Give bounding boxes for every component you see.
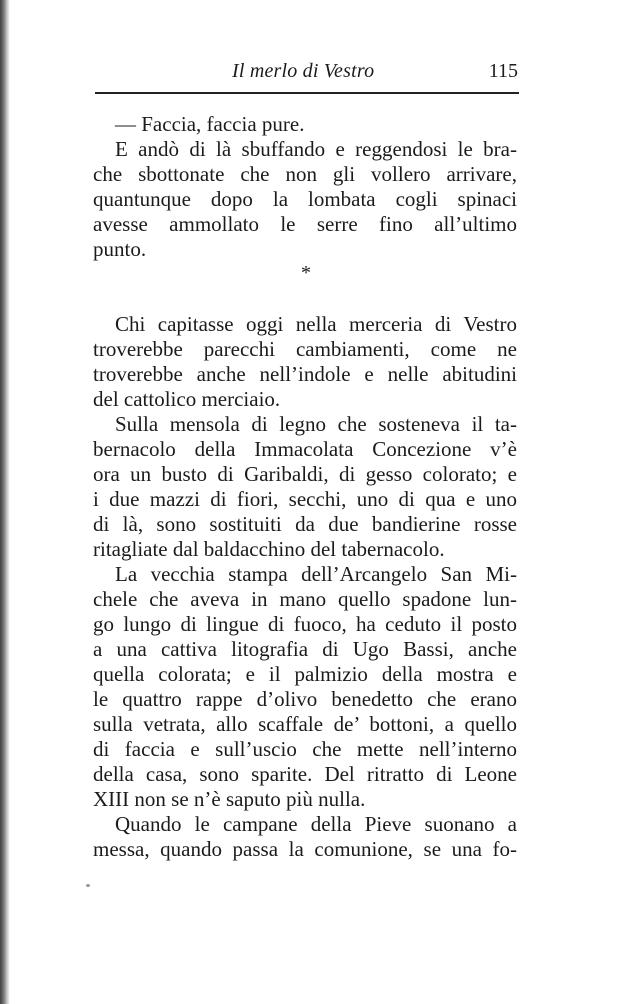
text-line: Sulla mensola di legno che sosteneva il ta- [115, 412, 517, 436]
text-line: — Faccia, faccia pure. [115, 112, 305, 136]
page-number: 115 [488, 60, 518, 82]
ink-speck [86, 884, 90, 887]
text-line: messa, quando passa la comunione, se una fo- [93, 837, 517, 861]
text-line: a una cattiva litografia di Ugo Bassi, anche [93, 637, 517, 661]
text-line: che sbottonate che non gli vollero arrivare, [93, 162, 517, 186]
text-line: Quando le campane della Pieve suonano a [115, 812, 517, 836]
text-line: E andò di là sbuffando e reggendosi le bra- [115, 137, 517, 161]
text-line: chele che aveva in mano quello spadone lun- [93, 587, 517, 611]
text-line: del cattolico merciaio. [93, 387, 281, 411]
text-line: XIII non se n’è saputo più nulla. [93, 787, 366, 811]
running-title: Il merlo di Vestro [232, 60, 375, 82]
text-line: della casa, sono sparite. Del ritratto di Leone [93, 762, 517, 786]
text-line: Chi capitasse oggi nella merceria di Vestro [115, 312, 517, 336]
text-line: di faccia e sull’uscio che mette nell’interno [93, 737, 517, 761]
text-line: troverebbe parecchi cambiamenti, come ne [93, 337, 517, 361]
text-line: ora un busto di Garibaldi, di gesso colorato; e [93, 462, 517, 486]
text-line: ritagliate dal baldacchino del tabernacolo. [93, 537, 445, 561]
text-line: go lungo di lingue di fuoco, ha ceduto il posto [93, 612, 517, 636]
section-separator: * [301, 262, 311, 284]
text-line: quella colorata; e il palmizio della mostra e [93, 662, 517, 686]
text-line: troverebbe anche nell’indole e nelle abitudini [93, 362, 517, 386]
text-line: i due mazzi di fiori, secchi, uno di qua e uno [93, 487, 517, 511]
text-line: punto. [93, 237, 147, 261]
text-line: La vecchia stampa dell’Arcangelo San Mi- [115, 562, 517, 586]
text-line: quantunque dopo la lombata cogli spinaci [93, 187, 517, 211]
text-line: di là, sono sostituiti da due bandierine rosse [93, 512, 517, 536]
text-line: bernacolo della Immacolata Concezione v’è [93, 437, 517, 461]
text-line: le quattro rappe d’olivo benedetto che erano [93, 687, 517, 711]
text-line: avesse ammollato le serre fino all’ultimo [93, 212, 517, 236]
text-line: sulla vetrata, allo scaffale de’ bottoni, a quello [93, 712, 517, 736]
